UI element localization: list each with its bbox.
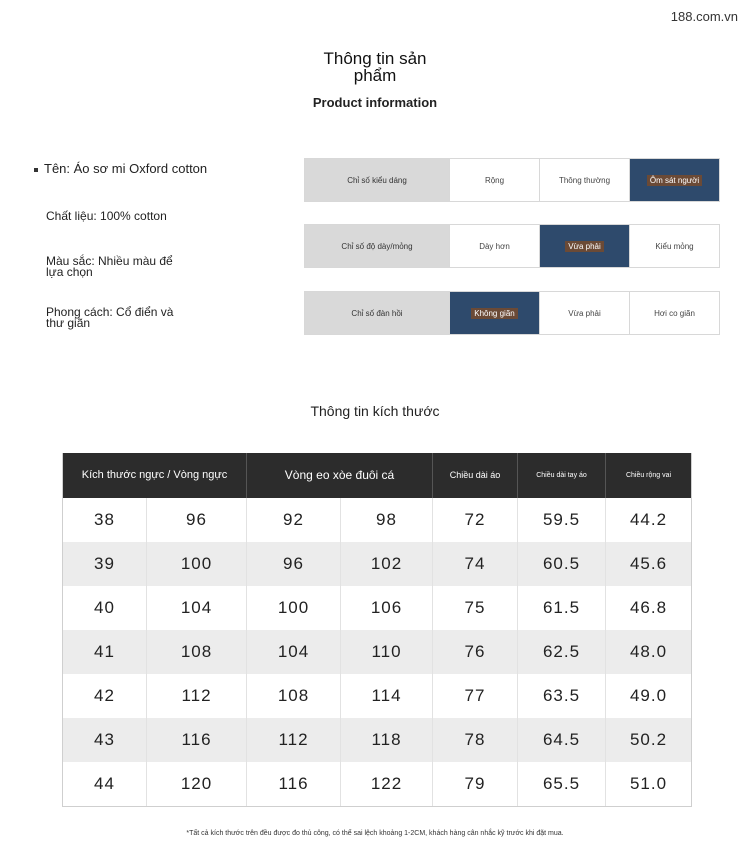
table-cell: 112 (147, 674, 247, 718)
table-cell: 44.2 (606, 498, 692, 542)
table-cell: 44 (63, 762, 147, 807)
elasticity-scale (304, 291, 720, 335)
header-waist: Vòng eo xòe đuôi cá (247, 453, 433, 498)
scale-option-selected: Ôm sát người (629, 159, 719, 201)
product-name: Tên: Áo sơ mi Oxford cotton (34, 163, 207, 174)
fit-scale (304, 158, 720, 202)
scale-label: Chỉ số độ dày/mỏng (305, 225, 449, 267)
footnote: *Tất cả kích thước trên đều được đo thủ công, có thể sai lệch khoảng 1-2CM, khách hàng cân nhắc kỹ trước khi đặt mua. (186, 830, 564, 837)
table-cell: 41 (63, 630, 147, 674)
table-cell: 122 (341, 762, 433, 807)
table-cell: 48.0 (606, 630, 692, 674)
table-cell: 61.5 (518, 586, 606, 630)
size-table (62, 453, 692, 807)
product-color: Màu sắc: Nhiều màu để lựa chọn (46, 254, 173, 279)
scale-option: Hơi co giãn (629, 292, 719, 334)
table-cell: 79 (433, 762, 518, 807)
table-cell: 98 (341, 498, 433, 542)
table-cell: 116 (147, 718, 247, 762)
table-row (63, 542, 692, 586)
header-length: Chiều dài áo (433, 453, 518, 498)
table-cell: 63.5 (518, 674, 606, 718)
scale-option-selected: Vừa phải (539, 225, 629, 267)
table-cell: 51.0 (606, 762, 692, 807)
product-style: Phong cách: Cổ điển và thư giãn (46, 305, 174, 330)
table-row (63, 630, 692, 674)
table-cell: 45.6 (606, 542, 692, 586)
table-cell: 50.2 (606, 718, 692, 762)
table-cell: 72 (433, 498, 518, 542)
table-cell: 64.5 (518, 718, 606, 762)
table-cell: 92 (247, 498, 341, 542)
product-material: Chất liệu: 100% cotton (46, 209, 167, 223)
site-watermark: 188.com.vn (670, 9, 738, 24)
table-header-row (63, 453, 692, 498)
table-cell: 78 (433, 718, 518, 762)
table-row (63, 674, 692, 718)
table-cell: 104 (247, 630, 341, 674)
table-cell: 116 (247, 762, 341, 807)
table-cell: 46.8 (606, 586, 692, 630)
table-cell: 108 (147, 630, 247, 674)
table-cell: 59.5 (518, 498, 606, 542)
table-cell: 77 (433, 674, 518, 718)
thickness-scale (304, 224, 720, 268)
table-row (63, 762, 692, 807)
table-cell: 74 (433, 542, 518, 586)
table-cell: 112 (247, 718, 341, 762)
table-cell: 102 (341, 542, 433, 586)
table-cell: 42 (94, 686, 115, 705)
table-cell: 100 (247, 586, 341, 630)
scale-option: Rộng (449, 159, 539, 201)
table-row (63, 498, 692, 542)
table-cell: 104 (147, 586, 247, 630)
table-cell: 114 (341, 674, 433, 718)
bullet-icon (34, 168, 38, 172)
table-row (63, 586, 692, 630)
table-cell: 100 (147, 542, 247, 586)
scale-label: Chỉ số đàn hồi (305, 292, 449, 334)
scale-option: Vừa phải (539, 292, 629, 334)
scale-option: Thông thường (539, 159, 629, 201)
table-cell: 96 (147, 498, 247, 542)
page-title: Thông tin sản phẩm (323, 49, 427, 85)
table-cell: 96 (247, 542, 341, 586)
table-cell: 75 (433, 586, 518, 630)
table-cell: 106 (341, 586, 433, 630)
header-chest: Kích thước ngực / Vòng ngực (63, 453, 247, 498)
table-cell: 49.0 (606, 674, 692, 718)
scale-label: Chỉ số kiểu dáng (305, 159, 449, 201)
table-cell: 120 (147, 762, 247, 807)
table-cell: 43 (63, 718, 147, 762)
table-cell: 76 (433, 630, 518, 674)
table-row (63, 718, 692, 762)
table-cell: 108 (247, 674, 341, 718)
table-cell: 60.5 (518, 542, 606, 586)
table-cell: 62.5 (518, 630, 606, 674)
scale-option: Kiểu mỏng (629, 225, 719, 267)
scale-option-selected: Không giãn (449, 292, 539, 334)
header-sleeve: Chiều dài tay áo (518, 453, 606, 498)
header-shoulder: Chiều rộng vai (606, 453, 692, 498)
scale-option: Dày hơn (449, 225, 539, 267)
table-cell: 65.5 (518, 762, 606, 807)
table-cell: 39 (63, 542, 147, 586)
size-table-title: Thông tin kích thước (310, 403, 440, 419)
table-cell: 110 (341, 630, 433, 674)
table-cell: 118 (341, 718, 433, 762)
page-subtitle: Product information (312, 95, 438, 110)
table-cell: 38 (94, 510, 115, 529)
table-cell: 40 (94, 598, 115, 617)
